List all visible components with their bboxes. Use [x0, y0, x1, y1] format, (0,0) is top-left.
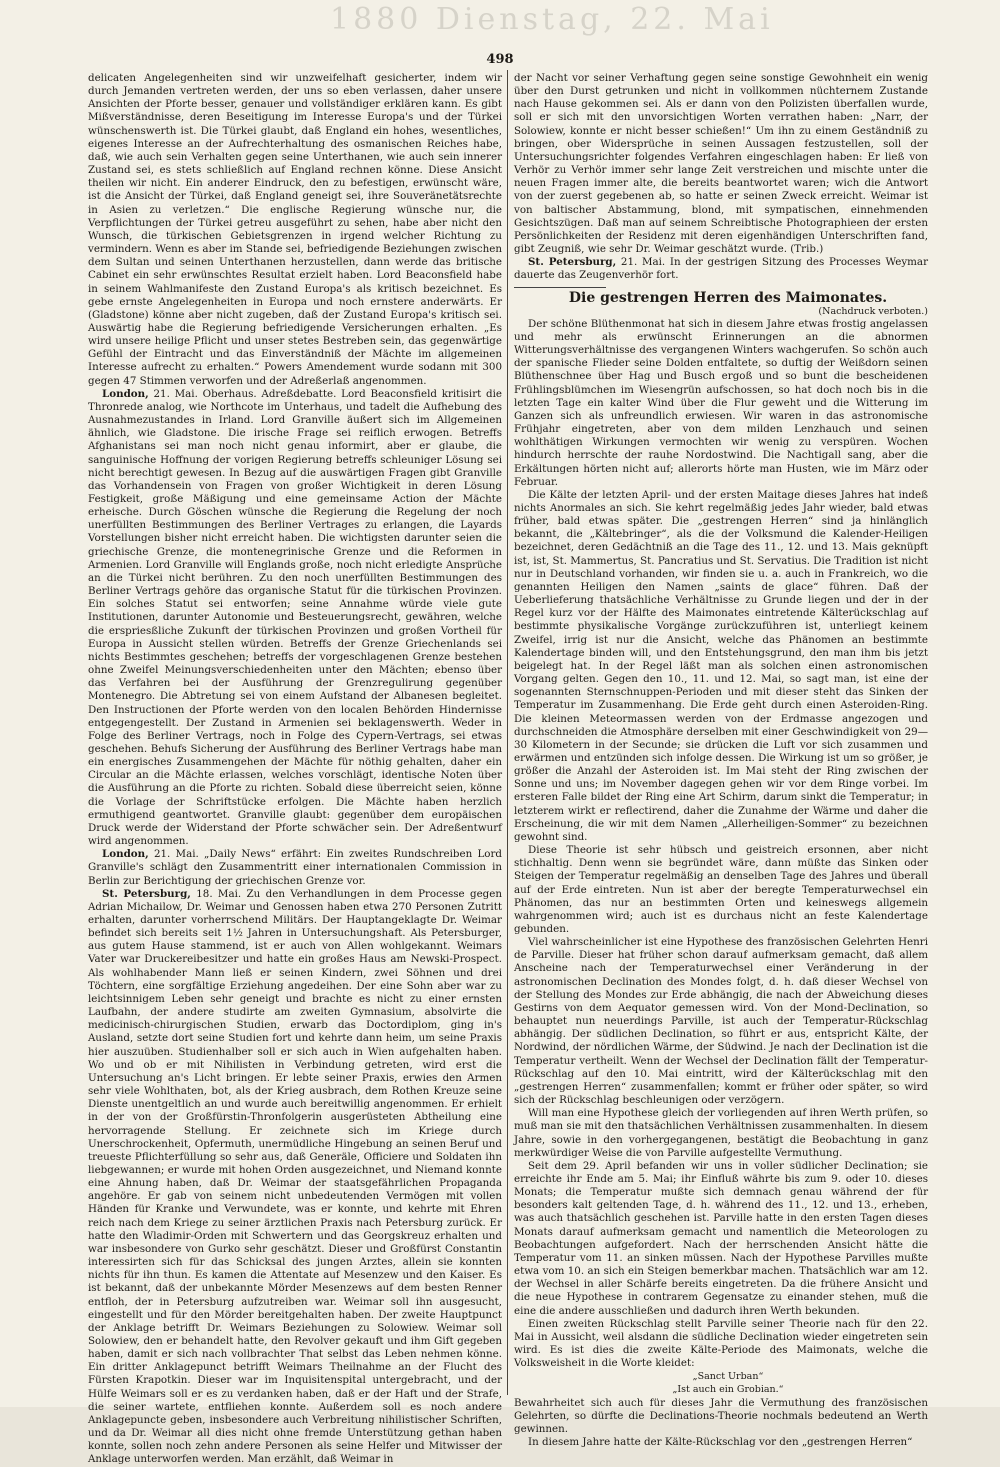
paragraph: der Nacht vor seiner Verhaftung gegen seine sonstige Gewohnheit ein wenig über den Durst getrunken und nicht in vollkommen nüchternem Zustande nach Hause gekommen sei. Als er dann von den Polizisten überfallen wurde, soll er sich mit den unvorsichtigen Worten verrathen haben: „Narr, der Solowiew, konnte er nicht besser schießen!“ Um ihn zu einem Geständniß zu bringen, ober Widersprüche in seinen Aussagen festzustellen, soll der Untersuchungsrichter folgendes Verfahren eingeschlagen haben: Er ließ von Verhör zu Verhör immer sehr lange Zeit verstreichen und mischte unter die neuen Fragen immer alte, die bereits beantwortet waren; wich die Antwort von der zuerst gegebenen ab, so hatte er seinen Zweck erreicht. Weimar ist von baltischer Abstammung, blond, mit sympatischen, einnehmenden Gesichtszügen. Daß man auf seinem Schreibtische Photographieen der ersten Persönlichkeiten der Residenz mit deren eigenhändigen Unterschriften fand, gibt Zeugniß, wie sehr Dr. Weimar geschätzt wurde. (Trib.)	[514, 72, 928, 256]
article-title: Die gestrengen Herren des Maimonates.	[568, 289, 888, 306]
paragraph: Der schöne Blüthenmonat hat sich in diesem Jahre etwas frostig angelassen und mehr als erwünscht Erinnerungen an die abnormen Witterungsverhältnisse des vergangenen Winters wachgerufen. So schön auch der spanische Flieder seine Dolden entfaltete, so duftig der Weißdorn seinen Blüthenschnee über Hag und Busch ergoß und so bunt die bescheidenen Frühlingsblümchen im Wiesengrün aufschossen, so hat doch noch bis in die letzten Tage ein kalter Wind über die Flur geweht und die Witterung im Ganzen sich als unfreundlich erwiesen. Wir waren in das astronomische Frühjahr eingetreten, aber von dem milden Lenzhauch und seinen wohlthätigen Wirkungen vermochten wir wenig zu verspüren. Wochen hindurch herrschte der rauhe Nordostwind. Die Nachtigall sang, aber die Erkältungen hörten nicht auf; allerorts hörte man Husten, wie im März oder Februar.	[514, 317, 928, 488]
paragraph: Viel wahrscheinlicher ist eine Hypothese des französischen Gelehrten Henri de Parville. Dieser hat früher schon darauf aufmerksam gemacht, daß allem Anscheine nach der Temperaturwechsel einer Veränderung in der astronomischen Declination des Mondes folgt, d. h. daß dieser Wechsel von der Stellung des Mondes zur Erde abhängig, die nach der Abweichung dieses Gestirns von dem Aequator gemessen wird. Von der Mond-Declination, so behauptet nun neuerdings Parville, ist auch der Temperatur-Rückschlag abhängig. Der südlichen Declination, so führt er aus, entspricht Kälte, der Nordwind, der nördlichen Wärme, der Südwind. Je nach der Declination ist die Temperatur vertheilt. Wenn der Wechsel der Declination fällt der Temperatur-Rückschlag auf den 10. Mai eintritt, wird der Kälterückschlag mit den „gestrengen Herren“ zusammenfallen; kommt er früher oder später, so wird sich der Rückschlag beschleunigen oder verzögern.	[514, 936, 928, 1107]
paragraph-text: 21. Mai. Oberhaus. Adreßdebatte. Lord Beaconsfield kritisirt die Thronrede analog, wie Northcote im Unterhaus, und tadelt die Aufhebung des Ausnahmezustandes in Irland. Lord Granville äußert sich im Allgemeinen ähnlich, wie Gladstone. Die irische Frage sei reiflich erwogen. Betreffs Afghanistans sei man noch nicht genau informirt, aber er glaube, die sanguinische Hoffnung der vorigen Regierung betreffs schleuniger Lösung sei nicht berechtigt gewesen. In Bezug auf die auswärtigen Fragen gibt Granville das Vorhandensein von Fragen von großer Wichtigkeit in deren Lösung Festigkeit, große Mäßigung und eine gemeinsame Action der Mächte erheische. Durch Göschen wünsche die Regierung die Regelung der noch unerfüllten Bestimmungen des Berliner Vertrages zu erlangen, die Layards Vorstellungen bisher nicht erreicht haben. Die wichtigsten darunter seien die griechische Grenze, die montenegrinische Grenze und die Reformen in Armenien. Lord Granville will Englands große, noch nicht erledigte Ansprüche an die Türkei nicht berühren. Zu den noch unerfüllten Bestimmungen des Berliner Vertrags gehöre das organische Statut für die türkischen Provinzen. Ein solches Statut sei entworfen; seine Annahme würde viele gute Institutionen, darunter Autonomie und Besteuerungsrecht, gewähren, welche die erspriesßliche Zukunft der türkischen Provinzen und großen Vortheil für Europa in Aussicht stellen würden. Betreffs der Grenze Griechenlands sei nichts Bestimmtes geschehen; betreffs der vorgeschlagenen Grenze bestehen ohne Zweifel Meinungsverschiedenheiten unter den Mächten; ebenso über das Verfahren bei der Ausführung der Grenzregulirung gegenüber Montenegro. Die Abtretung sei von einem Aufstand der Albanesen begleitet. Den Instructionen der Pforte werden von den localen Behörden Hindernisse entgegengestellt. Der Zustand in Armenien sei beklagenswerth. Weder in Folge des Berliner Vertrags, noch in Folge des Cypern-Vertrags, sei etwas geschehen. Behufs Sicherung der Ausführung des Berliner Vertrags habe man ein energisches Zusammengehen der Mächte für nöthig gehalten, daher ein Circular an die Mächte erlassen, welches vorschlägt, identische Noten über die Ausführung an die Pforte zu richten. Sobald diese überreicht seien, könne die Vorlage der Schriftstücke erfolgen. Die Mächte haben herzlich ermuthigend geantwortet. Granville glaubt: gegenüber dem europäischen Druck werde der Widerstand der Pforte schwächer sein. Der Adreßentwurf wird angenommen.	[88, 387, 502, 848]
dateline: London,	[102, 848, 149, 861]
separator-rule	[514, 287, 606, 288]
paragraph-text: 18. Mai. Zu den Verhandlungen in dem Processe gegen Adrian Michailow, Dr. Weimar und Genossen haben etwa 270 Personen Zutritt erhalten, darunter vorherrschend Militärs. Der Hauptangeklagte Dr. Weimar befindet sich bereits seit 1½ Jahren in Untersuchungshaft. Als Petersburger, aus gutem Hause stammend, ist er auch von Allen wohlgekannt. Weimars Vater war Druckereibesitzer und hatte ein großes Haus am Newski-Prospect. Als wohlhabender Mann ließ er seinen Kindern, zwei Söhnen und drei Töchtern, eine sorgfältige Erziehung angedeihen. Der eine Sohn aber war zu leichtsinnigem Leben sehr geneigt und brachte es nicht zu einer ernsten Laufbahn, der andere studirte am zweiten Gymnasium, absolvirte die medicinisch-chirurgischen Studien, erwarb das Doctordiplom, ging in's Ausland, setzte dort seine Studien fort und kehrte dann heim, um seine Praxis hier auszuüben. Studienhalber soll er sich auch in Wien aufgehalten haben. Wo und ob er mit Nihilisten in Verbindung getreten, wird erst die Untersuchung an's Licht bringen. Er lebte seiner Praxis, erwies den Armen sehr viele Wohlthaten, bot, als der Krieg ausbrach, dem Rothen Kreuze seine Dienste unentgeltlich an und wurde auch bereitwillig angenommen. Er erhielt in der von der Großfürstin-Thronfolgerin ausgerüsteten Abtheilung eine hervorragende Stellung. Er zeichnete sich im Kriege durch Unerschrockenheit, Opfermuth, unermüdliche Hingebung an seinen Beruf und treueste Pflichterfüllung so sehr aus, daß Generäle, Officiere und Soldaten ihn liebgewannen; er wurde mit hohen Orden ausgezeichnet, und Niemand konnte eine Ahnung haben, daß Dr. Weimar der staatsgefährlichen Propaganda angehöre. Er gab von seinem nicht unbedeutenden Vermögen mit vollen Händen für Kranke und Verwundete, was er konnte, und kehrte mit Ehren reich nach dem Kriege zu seiner ärztlichen Praxis nach Petersburg zurück. Er hatte den Wladimir-Orden mit Schwertern und das Georgskreuz erhalten und war insbesondere von Gurko sehr geschätzt. Dieser und Großfürst Constantin interessirten sich für das Schicksal des jungen Arztes, allein sie konnten nichts für ihn thun. Es kamen die Attentate auf Mesenzew und den Kaiser. Es ist bekannt, daß der unbekannte Mörder Mesenzews auf dem besten Renner entfloh, der in Petersburg aufzutreiben war. Weimar soll ihn ausgesucht, eingestellt und für den Mörder bereitgehalten haben. Der zweite Hauptpunct der Anklage betrifft Dr. Weimars Beziehungen zu Solowiew. Weimar soll Solowiew, den er behandelt hatte, den Revolver gekauft und ihm Gift gegeben haben, damit er sich nach vollbrachter That selbst das Leben nehmen könne. Ein dritter Anklagepunct betrifft Weimars Theilnahme an der Flucht des Fürsten Krapotkin. Dieser war im Inquisitenspital untergebracht, und der Hülfe Weimars soll er es zu verdanken haben, daß er der Haft und der Strafe, die seiner wartete, entfliehen konnte. Außerdem soll es noch andere Anklagepuncte geben, insbesondere auch Verbreitung nihilistischer Schriften, und da Dr. Weimar all dies nicht ohne fremde Unterstützung gethan haben konnte, sollen noch zehn andere Personen als seine Helfer und Mitwisser der Anklage unterworfen werden. Man erzählt, daß Weimar in	[88, 887, 502, 1466]
paragraph	[514, 256, 928, 282]
reprint-note: (Nachdruck verboten.)	[818, 305, 928, 317]
paragraph: Einen zweiten Rückschlag stellt Parville seiner Theorie nach für den 22. Mai in Aussicht, weil alsdann die südliche Declination wieder eingetreten sein wird. Es ist dies die zweite Kälte-Periode des Maimonats, welche die Volksweisheit in die Worte kleidet:	[514, 1317, 928, 1370]
verse-line: „Sanct Urban“	[692, 1371, 764, 1383]
left-column	[88, 72, 502, 1466]
dateline: London,	[102, 387, 149, 400]
paragraph: In diesem Jahre hatte der Kälte-Rückschlag vor den „gestrengen Herren“	[528, 1436, 913, 1449]
paragraph: Will man eine Hypothese gleich der vorliegenden auf ihren Werth prüfen, so muß man sie mit den thatsächlichen Verhältnissen zusammenhalten. In diesem Jahre, sowie in den vorhergegangenen, bestätigt die Beobachtung in ganz merkwürdiger Weise die von Parville aufgestellte Vermuthung.	[514, 1107, 928, 1159]
paragraph-text: 21. Mai. „Daily News“ erfährt: Ein zweites Rundschreiben Lord Granville's schlägt den Zusammentritt einer internationalen Commission in Berlin zur Berichtigung der griechischen Grenze vor.	[88, 848, 502, 887]
paragraph: delicaten Angelegenheiten sind wir unzweifelhaft gesicherter, indem wir durch Jemanden vertreten werden, der uns so eben verlassen, daher unsere Ansichten der Pforte besser, genauer und vollständiger erklären kann. Es gibt Mißverständnisse, deren Beseitigung im Interesse Europa's und der Türkei wünschenswerth ist. Die Türkei glaubt, daß England ein hohes, wesentliches, eigenes Interesse an der Aufrechterhaltung des osmanischen Reiches habe, daß, wie auch sein Verhalten gegen seine Unterthanen, wie auch sein innerer Zustand sei, es stets schließlich auf England rechnen könne. Diese Ansicht theilen wir nicht. Ein anderer Eindruck, den zu befestigen, erwünscht wäre, ist die Ansicht der Türkei, daß England geneigt sei, ihre Souveränetätsrechte in Asien zu verletzen.“ Die englische Regierung wünsche nur, die Verpflichtungen der Türkei getreu ausgeführt zu sehen, habe aber nicht den Wunsch, die türkischen Gebietsgrenzen in irgend welcher Richtung zu vermindern. Wenn es aber im Stande sei, befriedigende Beziehungen zwischen dem Sultan und seinen Unterthanen herzustellen, dann werde das britische Cabinet ein sehr erwünschtes Resultat erzielt haben. Lord Beaconsfield habe in seinem Wahlmanifeste den Zustand Europa's als kritisch bezeichnet. Es gebe ernste Angelegenheiten in Europa und noch ernstere anderwärts. Er (Gladstone) könne aber nicht zugeben, daß der Zustand Europa's kritisch sei. Auswärtig habe die Regierung befriedigende Versicherungen erhalten. „Es wird unsere heilige Pflicht und unser stetes Bestreben sein, das gegenwärtige Gefühl der Eintracht und das Einverständniß der Mächte im allgemeinen Interesse aufrecht zu erhalten.“ Powers Amendement wurde sodann mit 300 gegen 47 Stimmen verworfen und der Adreßerlaß angenommen.	[88, 72, 502, 387]
paragraph	[88, 848, 502, 887]
paragraph: Diese Theorie ist sehr hübsch und geistreich ersonnen, aber nicht stichhaltig. Denn wenn sie begründet wäre, dann müßte das Sinken oder Steigen der Temperatur regelmäßig an denselben Tage des Jahres und überall auf der Erde eintreten. Nun ist aber der beregte Temperaturwechsel ein Phänomen, das nur an bestimmten Orten und keineswegs allgemein wahrgenommen wird; auch ist es durchaus nicht an feste Kalendertage gebunden.	[514, 844, 928, 935]
bleed-through-text: 1880 Dienstag, 22. Mai	[330, 2, 774, 37]
right-column	[514, 72, 929, 1449]
dateline: St. Petersburg,	[528, 256, 617, 269]
page-number: 498	[486, 52, 514, 67]
paragraph: Seit dem 29. April befanden wir uns in voller südlicher Declination; sie erreichte ihr Ende am 5. Mai; ihr Einfluß währte bis zum 9. oder 10. dieses Monats; die Temperatur mußte sich demnach genau während der für besonders kalt geltenden Tage, d. h. während des 11., 12. und 13., erheben, was auch thatsächlich geschehen ist. Parville hatte in den ersten Tagen dieses Monats darauf aufmerksam gemacht und namentlich die Meteorologen zu Beobachtungen aufgefordert. Nach der herrschenden Ansicht hätte die Temperatur vom 11. an sinken müssen. Nach der Hypothese Parvilles mußte etwa vom 10. an sich ein Steigen bemerkbar machen. Thatsächlich war am 12. der Wechsel in aller Schärfe bereits eingetreten. Da die frühere Ansicht und die neue Hypothese in contrarem Gegensatze zu einander stehen, muß die eine die andere ausschließen und dadurch ihren Werth bekunden.	[514, 1159, 928, 1317]
dateline: St. Petersburg,	[102, 887, 191, 900]
verse-line: „Ist auch ein Grobian.“	[672, 1384, 784, 1396]
column-divider	[507, 70, 508, 1395]
paragraph	[88, 388, 502, 848]
paragraph: Bewahrheitet sich auch für dieses Jahr die Vermuthung des französischen Gelehrten, so dürfte die Declinations-Theorie nochmals bedeutend an Werth gewinnen.	[514, 1396, 928, 1435]
paragraph-text: 21. Mai. In der gestrigen Sitzung des Processes Weymar dauerte das Zeugenverhör fort.	[514, 256, 928, 282]
paragraph: Die Kälte der letzten April- und der ersten Maitage dieses Jahres hat indeß nichts Anormales an sich. Sie kehrt regelmäßig jedes Jahr wieder, bald etwas früher, bald etwas später. Die „gestrengen Herren“ sind ja hinlänglich bekannt, die „Kältebringer“, als die der Volksmund die Kalender-Heiligen bezeichnet, deren Gedächtniß an die Tage des 11., 12. und 13. Mais geknüpft ist, ist, St. Mammertus, St. Pancratius und St. Servatius. Die Tradition ist nicht nur in Deutschland vorhanden, wir finden sie u. a. auch in Frankreich, wo die genannten Heiligen den Namen „saints de glace“ führen. Daß der Ueberlieferung thatsächliche Verhältnisse zu Grunde liegen und der in der Regel kurz vor der Hälfte des Maimonates eintretende Kälterückschlag auf bestimmte physikalische Vorgänge zurückzuführen ist, unterliegt keinem Zweifel, irrig ist nur die Ansicht, welche das Phänomen an bestimmte Kalendertage binden will, und den Entstehungsgrund, den man ihm bis jetzt beigelegt hat. In der Regel läßt man als solchen einen astronomischen Vorgang gelten. Gegen den 10., 11. und 12. Mai, so sagt man, ist eine der sogenannten Sternschnuppen-Perioden und mit dieser steht das Sinken der Temperatur im Zusammenhang. Die Erde geht durch einen Asteroiden-Ring. Die kleinen Meteormassen werden von der Erdmasse angezogen und durchschneiden die Atmosphäre derselben mit einer Geschwindigkeit von 29—30 Kilometern in der Secunde; sie drücken die Luft vor sich zusammen und erwärmen und entzünden sich infolge dessen. Die Wirkung ist um so größer, je größer die Anzahl der Asteroiden ist. Im Mai steht der Ring zwischen der Sonne und uns; im November dagegen gehen wir vor dem Ringe vorbei. Im ersteren Falle bildet der Ring eine Art Schirm, darum sinkt die Temperatur; in letzterem wirkt er reflectirend, daher die Zunahme der Wärme und daher die Erscheinung, die wir mit dem Namen „Allerheiligen-Sommer“ zu bezeichnen gewohnt sind.	[514, 488, 929, 843]
paragraph	[88, 888, 502, 1467]
